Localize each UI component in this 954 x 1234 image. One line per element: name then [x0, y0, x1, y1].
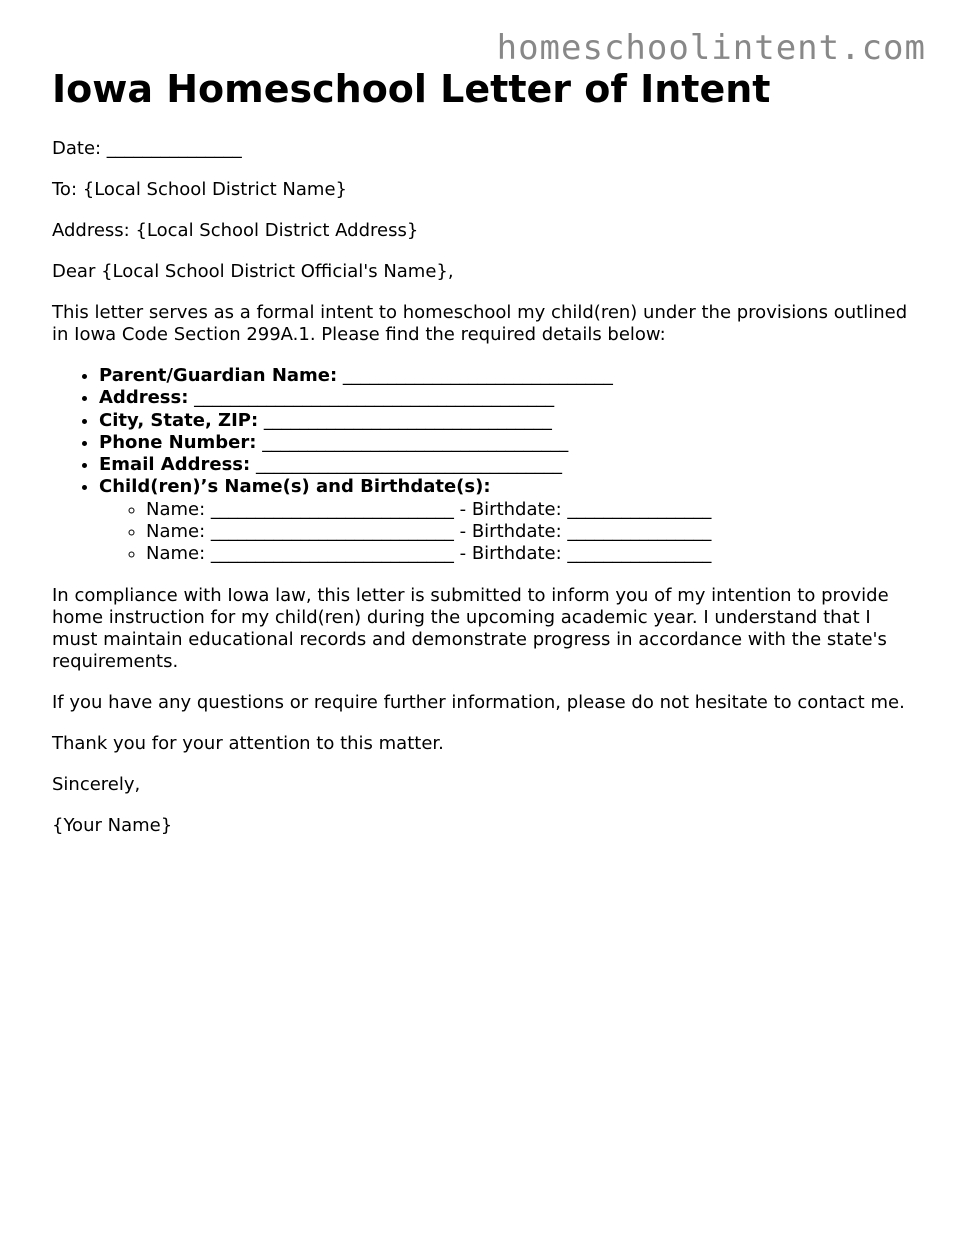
to-line: To: {Local School District Name} — [52, 179, 347, 200]
field-label: City, State, ZIP: — [99, 409, 259, 431]
field-label: Address: — [99, 387, 189, 409]
children-list — [99, 499, 912, 566]
blank-line: ______________________________ — [337, 365, 613, 386]
closing: Sincerely, — [52, 773, 141, 795]
address-line: Address: {Local School District Address} — [52, 220, 419, 241]
page-title: Iowa Homeschool Letter of Intent — [52, 67, 771, 111]
intro-paragraph: This letter serves as a formal intent to homeschool my child(ren) under the provisions outlined in Iowa Code Section 299A.1. Please find the required details below: — [52, 302, 908, 345]
blank-line: ________________________________ — [258, 409, 552, 431]
thanks-paragraph: Thank you for your attention to this matter. — [52, 732, 444, 754]
list-item — [99, 410, 912, 432]
blank-line: ________________________________________ — [188, 387, 555, 409]
blank-line: __________________________________ — [250, 454, 562, 476]
field-label: Phone Number: — [99, 431, 257, 453]
salutation: Dear {Local School District Official's Name}, — [52, 261, 454, 282]
child-entry — [146, 499, 912, 521]
date-line: Date: _______________ — [52, 138, 242, 159]
child-entry — [146, 521, 912, 543]
blank-line: __________________________________ — [256, 431, 569, 453]
child-entry-text: Name: ___________________________ - Birthdate: ________________ — [146, 521, 712, 543]
compliance-paragraph: In compliance with Iowa law, this letter is submitted to inform you of my intention to provide home instruction for my child(ren) during the upcoming academic year. I understand that I must maintain educational records and demonstrate progress in accordance with the state's requirements. — [52, 584, 889, 672]
child-entry-text: Name: ___________________________ - Birthdate: ________________ — [146, 543, 712, 565]
field-label: Parent/Guardian Name: — [99, 365, 338, 386]
list-item — [99, 387, 912, 409]
list-item — [99, 365, 912, 387]
letter-document — [52, 66, 912, 856]
field-label: Email Address: — [99, 454, 251, 476]
signature-placeholder: {Your Name} — [52, 814, 173, 836]
questions-paragraph: If you have any questions or require further information, please do not hesitate to contact me. — [52, 691, 905, 713]
child-entry — [146, 543, 912, 565]
watermark-text: homeschoolintent.com — [496, 28, 926, 68]
list-item — [99, 454, 912, 476]
list-item — [99, 432, 912, 454]
field-label: Child(ren)’s Name(s) and Birthdate(s): — [99, 476, 491, 498]
child-entry-text: Name: ___________________________ - Birthdate: ________________ — [146, 498, 712, 520]
required-details-list — [52, 365, 912, 566]
list-item — [99, 476, 912, 565]
